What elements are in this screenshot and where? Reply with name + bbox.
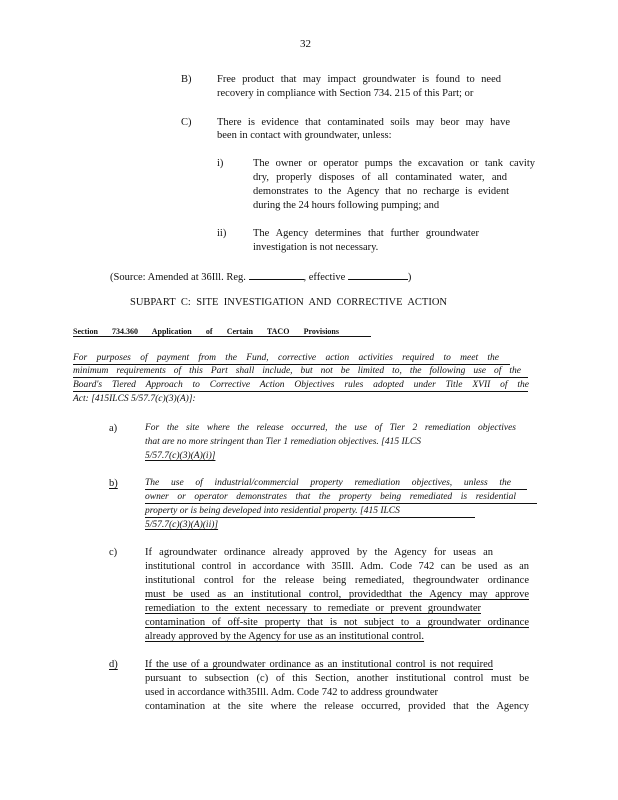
sec-item-d-line-2: pursuant to subsection (c) of this Section, another institutional control must be [145,673,529,684]
sec-item-d-line-1: If the use of a groundwater ordinance as an institutional control is not required [145,659,493,670]
sec-item-a-line-3: 5/57.7(c)(3)(A)(i)] [145,451,216,461]
intro-line-3: Board's Tiered Approach to Corrective Action Objectives rules adopted under Title XVII of the [73,380,529,390]
intro-line-2: minimum requirements of this Part shall include, but not be limited to, the following use of the [73,366,521,376]
item-c-i-line-1: The owner or operator pumps the excavation or tank cavity [253,158,535,169]
sec-item-a-label: a) [109,423,118,434]
sec-item-c-line-2: institutional control in accordance with 35Ill. Adm. Code 742 can be used as an [145,561,529,572]
item-c-i-label: i) [217,158,224,169]
item-c-i-line-4: during the 24 hours following pumping; and [253,200,440,211]
sec-item-d-label: d) [109,659,118,670]
source-note [110,268,411,284]
sec-item-b-line-2: owner or operator demonstrates that the property being remediated is residential [145,492,516,502]
item-b-line-1: Free product that may impact groundwater is found to need [217,74,501,85]
source-effective-blank [348,268,408,280]
intro-rule-3 [73,391,528,392]
item-b-label: B) [181,74,192,85]
item-c-ii-line-2: investigation is not necessary. [253,242,379,253]
page-number: 32 [300,38,311,50]
sec-item-b-rule-2 [145,503,537,504]
sec-item-b-line-3: property or is being developed into residential property. [415 ILCS [145,506,400,516]
sec-item-c-line-4: must be used as an institutional control, providedthat the Agency may approve [145,589,529,600]
sec-item-c-line-6: contamination of off-site property that is not subject to a groundwater ordinance [145,617,529,628]
item-c-ii-label: ii) [217,228,227,239]
source-middle: , effective [303,272,346,283]
item-c-ii-line-1: The Agency determines that further groundwater [253,228,479,239]
sec-item-c-line-5: remediation to the extent necessary to remediate or prevent groundwater [145,603,481,614]
sec-item-c-line-1: If agroundwater ordinance already approved by the Agency for useas an [145,547,493,558]
sec-item-b-rule-3 [145,517,475,518]
intro-rule-2 [73,377,528,378]
item-c-i-line-3: demonstrates to the Agency that no recharge is evident [253,186,509,197]
section-heading-underline [73,336,371,337]
source-prefix: (Source: Amended at 36Ill. Reg. [110,272,246,283]
sec-item-b-label: b) [109,478,118,489]
sec-item-c-line-7: already approved by the Agency for use as an institutional control. [145,631,425,642]
subpart-title: SUBPART C: SITE INVESTIGATION AND CORRECTIVE ACTION [130,297,447,308]
sec-item-a-line-1: For the site where the release occurred, the use of Tier 2 remediation objectives [145,423,516,433]
sec-item-c-label: c) [109,547,118,558]
intro-line-4: Act: [415ILCS 5/57.7(c)(3)(A)]: [73,394,196,404]
source-register-blank [249,268,304,280]
item-c-i-line-2: dry, properly disposes of all contaminated water, and [253,172,507,183]
item-b-line-2: recovery in compliance with Section 734. 215 of this Part; or [217,88,474,99]
intro-line-1: For purposes of payment from the Fund, corrective action activities required to meet the [73,353,499,363]
item-c-label: C) [181,117,192,128]
sec-item-b-line-1: The use of industrial/commercial property remediation objectives, unless the [145,478,511,488]
sec-item-b-rule-1 [145,489,527,490]
sec-item-a-line-2: that are no more stringent than Tier 1 remediation objectives. [415 ILCS [145,437,422,447]
section-heading: Section 734.360 Application of Certain TACO Provisions [73,327,339,336]
sec-item-d-line-4: contamination at the site where the release occurred, provided that the Agency [145,701,529,712]
item-c-line-2: been in contact with groundwater, unless: [217,130,392,141]
sec-item-b-line-4: 5/57.7(c)(3)(A)(ii)] [145,520,219,530]
item-c-line-1: There is evidence that contaminated soils may beor may have [217,117,510,128]
source-suffix: ) [407,272,412,283]
sec-item-d-line-3: used in accordance with35Ill. Adm. Code 742 to address groundwater [145,687,439,698]
sec-item-c-line-3: institutional control for the release being remediated, thegroundwater ordinance [145,575,529,586]
